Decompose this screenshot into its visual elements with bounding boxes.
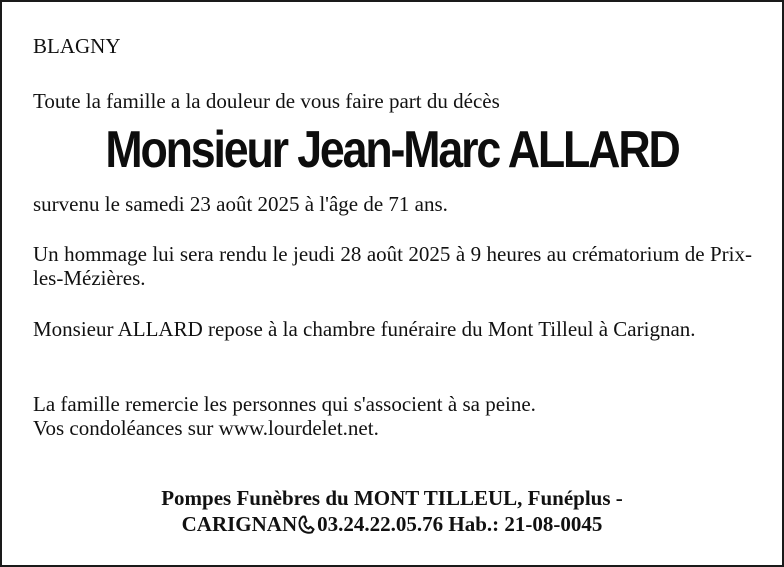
funeral-home-name: Pompes Funèbres du MONT TILLEUL, Funéplus -: [161, 486, 623, 510]
phone-and-license: 03.24.22.05.76 Hab.: 21-08-0045: [317, 512, 603, 536]
death-notice: survenu le samedi 23 août 2025 à l'âge de 71 ans.: [33, 192, 448, 216]
intro-text: Toute la famille a la douleur de vous faire part du décès: [33, 89, 500, 113]
phone-icon: [298, 514, 315, 540]
condolences-text: Vos condoléances sur www.lourdelet.net.: [33, 416, 379, 440]
tribute-text: Un hommage lui sera rendu le jeudi 28 août 2025 à 9 heures au crématorium de Prix-les-Mézières.: [33, 242, 752, 290]
resting-place-text: Monsieur ALLARD repose à la chambre funéraire du Mont Tilleul à Carignan.: [33, 317, 696, 341]
funeral-home-contact: [2, 511, 782, 540]
locality: BLAGNY: [33, 34, 121, 58]
deceased-name: Monsieur Jean-Marc ALLARD: [105, 121, 679, 179]
funeral-home-town: CARIGNAN: [181, 512, 298, 536]
thanks-text: La famille remercie les personnes qui s'associent à sa peine.: [33, 392, 536, 416]
